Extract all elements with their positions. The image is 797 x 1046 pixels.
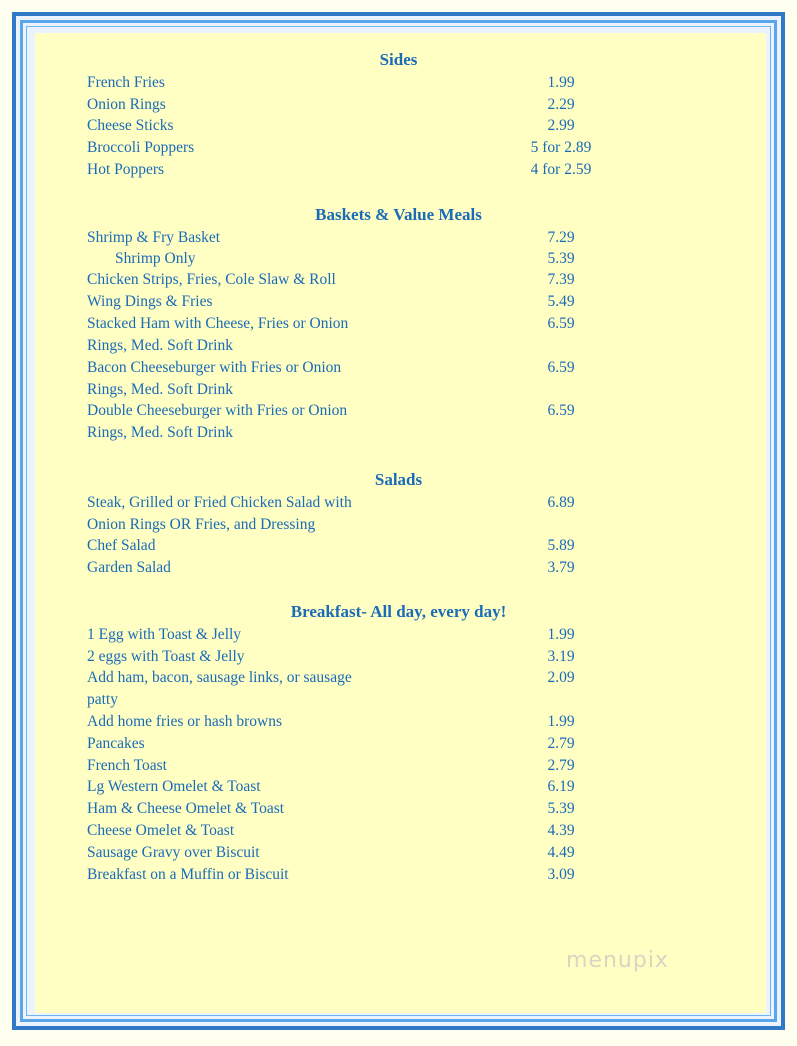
item-name: Chef Salad	[87, 537, 156, 554]
menu-item	[87, 96, 647, 118]
item-name: Cheese Sticks	[87, 117, 174, 134]
corner-ornament	[769, 14, 783, 28]
item-price: 7.39	[547, 271, 575, 288]
section-title: Baskets & Value Meals	[315, 205, 482, 224]
menu-item	[87, 757, 647, 779]
menu-item	[87, 735, 647, 757]
item-name: Ham & Cheese Omelet & Toast	[87, 800, 285, 817]
menu-item	[87, 822, 647, 844]
item-name-line2: patty	[87, 691, 118, 708]
item-name: Shrimp & Fry Basket	[87, 229, 221, 246]
item-name: Bacon Cheeseburger with Fries or Onion	[87, 359, 342, 376]
menu-item	[87, 271, 647, 293]
item-name: 2 eggs with Toast & Jelly	[87, 648, 245, 665]
item-price: 2.29	[547, 96, 575, 113]
item-name-line2: Rings, Med. Soft Drink	[87, 337, 233, 354]
menu-item	[87, 250, 647, 272]
item-price: 6.59	[547, 315, 575, 332]
item-name: Hot Poppers	[87, 161, 165, 178]
item-name: Shrimp Only	[115, 250, 196, 267]
item-name-line2: Rings, Med. Soft Drink	[87, 424, 233, 441]
item-name: Onion Rings	[87, 96, 166, 113]
item-name: Sausage Gravy over Biscuit	[87, 844, 260, 861]
menu-item	[87, 537, 647, 559]
item-price: 4.39	[547, 822, 575, 839]
item-name: Lg Western Omelet & Toast	[87, 778, 261, 795]
item-price: 5 for 2.89	[530, 139, 592, 156]
item-price: 6.59	[547, 402, 575, 419]
menu-item	[87, 293, 647, 315]
item-name: Double Cheeseburger with Fries or Onion	[87, 402, 348, 419]
item-name: 1 Egg with Toast & Jelly	[87, 626, 242, 643]
item-price: 3.19	[547, 648, 575, 665]
item-price: 5.89	[547, 537, 575, 554]
item-name: Stacked Ham with Cheese, Fries or Onion	[87, 315, 349, 332]
corner-ornament	[769, 1014, 783, 1028]
item-name: French Fries	[87, 74, 165, 91]
item-name: Wing Dings & Fries	[87, 293, 213, 310]
menu-item	[87, 559, 647, 581]
menu-item	[87, 778, 647, 800]
menu-item	[87, 139, 647, 161]
section-title: Sides	[379, 50, 418, 69]
menu-item	[87, 494, 647, 516]
item-price: 4.49	[547, 844, 575, 861]
item-price: 2.79	[547, 757, 575, 774]
item-price: 4 for 2.59	[530, 161, 592, 178]
menu-item	[87, 117, 647, 139]
item-name: Chicken Strips, Fries, Cole Slaw & Roll	[87, 271, 336, 288]
item-price: 5.49	[547, 293, 575, 310]
item-name: Garden Salad	[87, 559, 171, 576]
item-name: Breakfast on a Muffin or Biscuit	[87, 866, 289, 883]
menu-item-continued	[87, 337, 647, 359]
item-name: Add home fries or hash browns	[87, 713, 283, 730]
menu-item	[87, 359, 647, 381]
item-name: French Toast	[87, 757, 167, 774]
section-title: Salads	[374, 470, 423, 489]
menu-item-continued	[87, 691, 647, 713]
item-name-line2: Rings, Med. Soft Drink	[87, 381, 233, 398]
menu-item	[87, 74, 647, 96]
item-price: 2.79	[547, 735, 575, 752]
menu-item	[87, 161, 647, 183]
menu-item	[87, 866, 647, 888]
item-name: Pancakes	[87, 735, 145, 752]
menu-item	[87, 800, 647, 822]
menu-item	[87, 229, 647, 251]
item-price: 1.99	[547, 626, 575, 643]
menu-item-continued	[87, 424, 647, 446]
item-price: 3.79	[547, 559, 575, 576]
item-price: 5.39	[547, 800, 575, 817]
item-price: 6.59	[547, 359, 575, 376]
menu-item-continued	[87, 516, 647, 538]
item-name: Steak, Grilled or Fried Chicken Salad with	[87, 494, 352, 511]
item-name: Add ham, bacon, sausage links, or sausage	[87, 669, 352, 686]
corner-ornament	[14, 1014, 28, 1028]
menu-item	[87, 669, 647, 691]
item-price: 6.89	[547, 494, 575, 511]
section-title: Breakfast- All day, every day!	[290, 602, 507, 621]
item-price: 1.99	[547, 713, 575, 730]
item-price: 6.19	[547, 778, 575, 795]
menu-item	[87, 402, 647, 424]
menu-item	[87, 626, 647, 648]
item-name: Cheese Omelet & Toast	[87, 822, 235, 839]
menu-item	[87, 648, 647, 670]
item-price: 5.39	[547, 250, 575, 267]
item-price: 2.99	[547, 117, 575, 134]
watermark: menupix	[566, 948, 669, 973]
menu-item	[87, 713, 647, 735]
item-price: 7.29	[547, 229, 575, 246]
menu-item	[87, 844, 647, 866]
item-price: 3.09	[547, 866, 575, 883]
menu-item-continued	[87, 381, 647, 403]
item-name-line2: Onion Rings OR Fries, and Dressing	[87, 516, 316, 533]
item-price: 1.99	[547, 74, 575, 91]
corner-ornament	[14, 14, 28, 28]
item-name: Broccoli Poppers	[87, 139, 195, 156]
item-price: 2.09	[547, 669, 575, 686]
menu-item	[87, 315, 647, 337]
